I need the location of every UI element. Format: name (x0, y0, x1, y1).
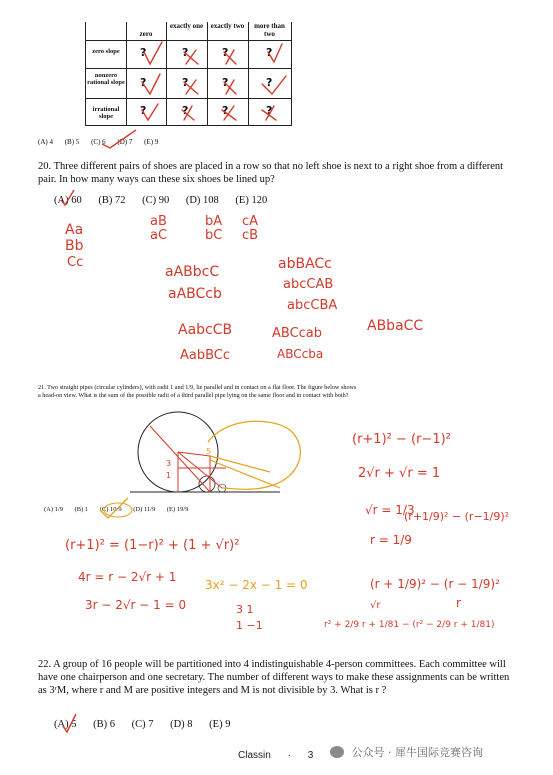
handwriting: (r+1/9)² − (r−1/9)² (404, 510, 510, 523)
choice-check-mark (100, 128, 140, 150)
choice-e[interactable]: (E) 9 (144, 138, 159, 146)
handwriting: (r+1)² − (r−1)² (352, 432, 451, 447)
choice-a[interactable]: (A) 1/9 (44, 506, 63, 513)
question-mark-icon: ? (266, 76, 273, 89)
handwriting: 3r − 2√r − 1 = 0 (85, 598, 187, 612)
choice-c[interactable]: (C) 7 (131, 719, 154, 730)
footer-brand: Classin (238, 750, 271, 761)
choice-a[interactable]: (A) 60 (54, 195, 82, 206)
choice-b[interactable]: (B) 5 (64, 138, 80, 146)
handwriting: √r (370, 600, 381, 611)
handwriting: aABCcb (168, 286, 222, 302)
choice-d[interactable]: (D) 11/9 (133, 506, 156, 513)
choice-c[interactable]: (C) 90 (142, 195, 170, 206)
question-number: 22. (38, 659, 52, 670)
question-number: 21. (38, 384, 46, 391)
q22-choices (54, 718, 230, 731)
handwriting: AabcCB (178, 322, 233, 338)
handwriting: AabBCc (180, 348, 231, 363)
choice-a[interactable]: (A) 4 (38, 138, 53, 146)
question-20 (38, 160, 513, 186)
handwriting: ABCcba (277, 347, 324, 361)
wechat-icon (330, 746, 344, 758)
handwriting: 4r = r − 2√r + 1 (78, 570, 177, 584)
question-mark-icon: ? (266, 46, 273, 59)
question-mark-icon: ? (266, 104, 273, 117)
choice-b[interactable]: (B) 6 (93, 719, 115, 730)
question-mark-icon: ? (182, 104, 189, 117)
question-mark-icon: ? (182, 76, 189, 89)
table-header: more than two (254, 22, 285, 38)
question-mark-icon: ? (222, 76, 229, 89)
figure-label: 5 (206, 447, 212, 456)
handwriting: bC (205, 228, 223, 243)
question-21 (38, 384, 358, 400)
figure-label: 3 (166, 459, 172, 468)
handwriting: 3x² − 2x − 1 = 0 (205, 578, 308, 592)
question-mark-icon: ? (140, 46, 147, 59)
pipes-figure (130, 408, 320, 496)
table-header: exactly one (169, 22, 204, 30)
handwriting: abcCBA (287, 298, 338, 313)
choice-d[interactable]: (D) 108 (185, 195, 219, 206)
handwriting: (r+1)² = (1−r)² + (1 + √r)² (65, 538, 240, 553)
handwriting: r (456, 596, 461, 610)
slope-table (85, 22, 292, 126)
table-row-label: irrational slope (92, 106, 120, 120)
handwriting: √r = 1/3 (365, 503, 415, 517)
handwriting: r = 1/9 (370, 533, 412, 547)
choice-d[interactable]: (D) 8 (170, 719, 193, 730)
handwriting: ABbaCC (367, 318, 424, 334)
handwriting: r² + 2/9 r + 1/81 − (r² − 2/9 r + 1/81) (324, 620, 495, 630)
question-text: A group of 16 people will be partitioned into 4 indistinguishable 4-person committees. Each committee will have one chairperson and one secretary. The number of different ways to make these assignments can be written as 3ʳM, where r and M are positive integers and M is not divisible by 3. What is r ? (38, 659, 510, 696)
handwriting: 1 −1 (236, 619, 263, 632)
choice-d[interactable]: (D) 7 (117, 138, 133, 146)
handwriting: cA (242, 214, 259, 229)
question-text: Three different pairs of shoes are placed in a row so that no left shoe is next to a right shoe from a different pair. In how many ways can these six shoes be lined up? (38, 161, 504, 185)
figure-label: 1 (166, 471, 172, 480)
handwriting: bA (205, 214, 223, 229)
handwriting: 3 1 (236, 603, 254, 616)
page-number: 3 (307, 750, 314, 761)
table-header: zero (139, 30, 153, 38)
choice-b[interactable]: (B) 72 (98, 195, 126, 206)
question-22 (38, 658, 513, 697)
handwriting: Bb (65, 238, 84, 254)
question-mark-icon: ? (222, 104, 229, 117)
table-annotations (86, 22, 291, 125)
watermark (330, 744, 483, 760)
table-row-label: nonzero rational slope (87, 72, 125, 86)
choice-check-mark (60, 712, 80, 734)
table-header: exactly two (210, 22, 245, 30)
question-text: Two straight pipes (circular cylinders), with radii 1 and 1/9, lie parallel and in contact on a flat floor. The figure below shows a head-on view. What is the sum of the possible radii of a third parallel pipe lying on the same floor and in contact with both? (38, 384, 357, 399)
question-number: 20. (38, 161, 52, 172)
question-mark-icon: ? (222, 46, 229, 59)
footer (238, 750, 313, 761)
handwriting: aABbcC (165, 264, 220, 280)
handwriting: cB (242, 228, 259, 243)
choice-check-mark (58, 188, 78, 208)
question-mark-icon: ? (140, 76, 147, 89)
q20-choices (54, 194, 267, 207)
question-mark-icon: ? (140, 104, 147, 117)
table-row-label: zero slope (92, 48, 120, 55)
handwriting: Aa (65, 222, 84, 238)
handwriting: abBACc (278, 256, 332, 272)
choice-c[interactable]: (C) 6 (91, 138, 106, 146)
question-mark-icon: ? (182, 46, 189, 59)
choice-e[interactable]: (E) 9 (209, 719, 231, 730)
choice-e[interactable]: (E) 19/9 (166, 506, 189, 513)
handwriting: aC (150, 228, 168, 243)
choice-c[interactable]: (C) 10/9 (99, 506, 122, 513)
handwriting: abcCAB (283, 277, 334, 292)
handwriting: 2√r + √r = 1 (358, 466, 441, 481)
choice-check-mark (98, 496, 138, 520)
choice-a[interactable]: (A) 5 (54, 719, 77, 730)
choice-b[interactable]: (B) 1 (74, 506, 89, 513)
handwriting: aB (150, 214, 167, 229)
footer-dot: · (287, 750, 291, 761)
watermark-text: 公众号 · 犀牛国际竞赛咨询 (351, 746, 483, 759)
handwriting: (r + 1/9)² − (r − 1/9)² (370, 577, 500, 591)
handwriting: Cc (67, 255, 84, 270)
handwriting: ABCcab (272, 326, 323, 341)
choice-e[interactable]: (E) 120 (235, 195, 268, 206)
